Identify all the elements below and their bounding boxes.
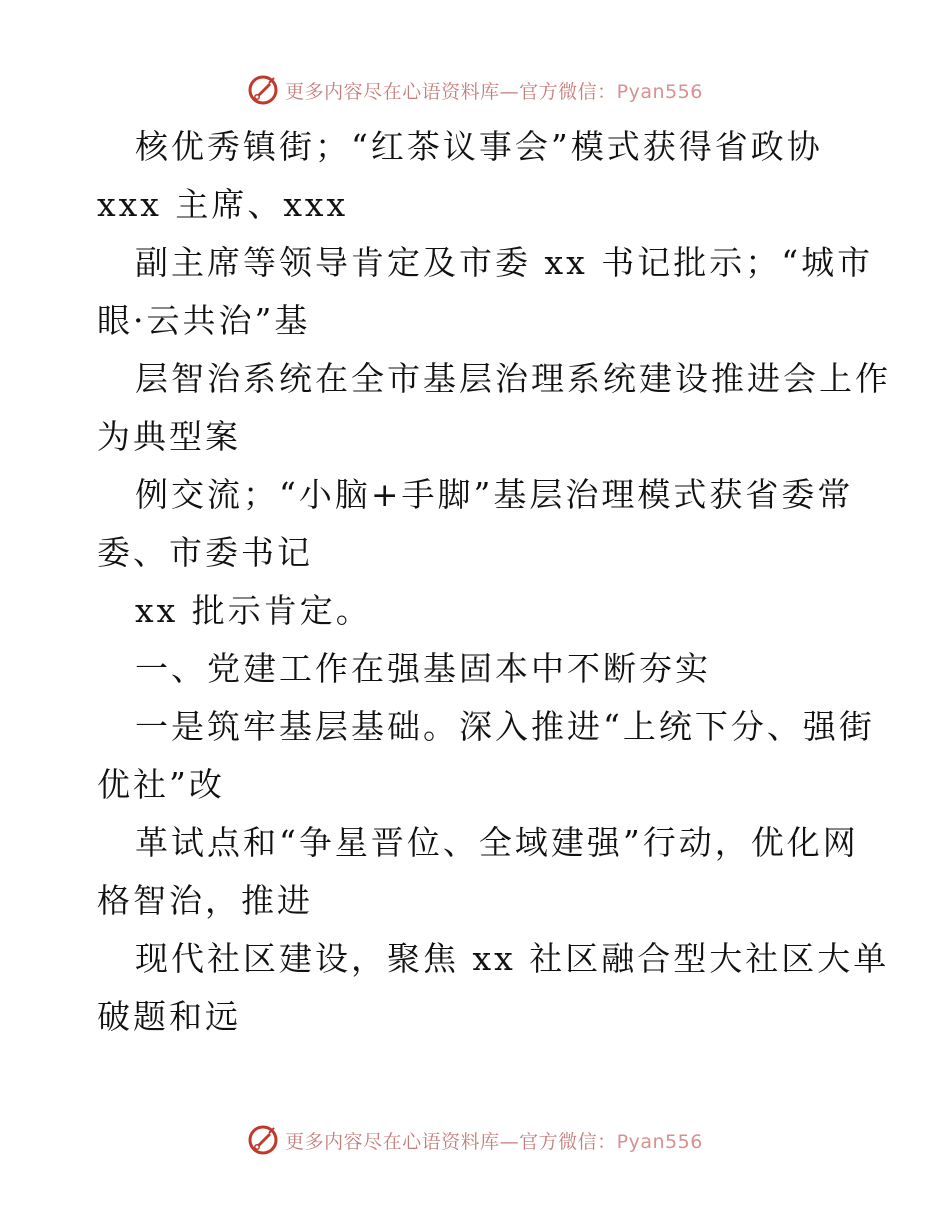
header-watermark [0, 70, 950, 110]
text-line-15: 现代社区建设，聚焦 xx 社区融合型大社区大单 [135, 939, 890, 978]
quill-logo-icon [247, 74, 279, 106]
text-line-9: xx 批示肯定。 [135, 591, 372, 630]
quill-logo-icon [247, 1124, 279, 1156]
text-line-11: 一是筑牢基层基础。深入推进“上统下分、强街 [135, 707, 875, 746]
section-heading: 一、党建工作在强基固本中不断夯实 [135, 649, 711, 688]
text-line-4: 眼·云共治”基 [97, 301, 311, 340]
watermark-wechat-id: Pyan556 [616, 1130, 703, 1153]
text-line-2: xxx 主席、xxx [97, 185, 349, 224]
text-line-3: 副主席等领导肯定及市委 xx 书记批示；“城市 [135, 243, 874, 282]
text-line-13: 革试点和“争星晋位、全域建强”行动，优化网 [135, 823, 859, 862]
text-line-6: 为典型案 [97, 417, 241, 456]
text-line-7: 例交流；“小脑+手脚”基层治理模式获省委常 [135, 475, 854, 514]
text-line-5: 层智治系统在全市基层治理系统建设推进会上作 [135, 359, 891, 398]
watermark-text: 更多内容尽在心语资料库—官方微信：Pyan556 [285, 80, 703, 103]
footer-watermark [0, 1120, 950, 1160]
text-line-14: 格智治，推进 [97, 881, 313, 920]
watermark-text: 更多内容尽在心语资料库—官方微信：Pyan556 [285, 1130, 703, 1153]
text-line-8: 委、市委书记 [97, 533, 313, 572]
watermark-wechat-id: Pyan556 [616, 80, 703, 103]
text-line-12: 优社”改 [97, 765, 225, 804]
text-line-1: 核优秀镇街；“红茶议事会”模式获得省政协 [135, 127, 823, 166]
text-line-16: 破题和远 [97, 997, 241, 1036]
